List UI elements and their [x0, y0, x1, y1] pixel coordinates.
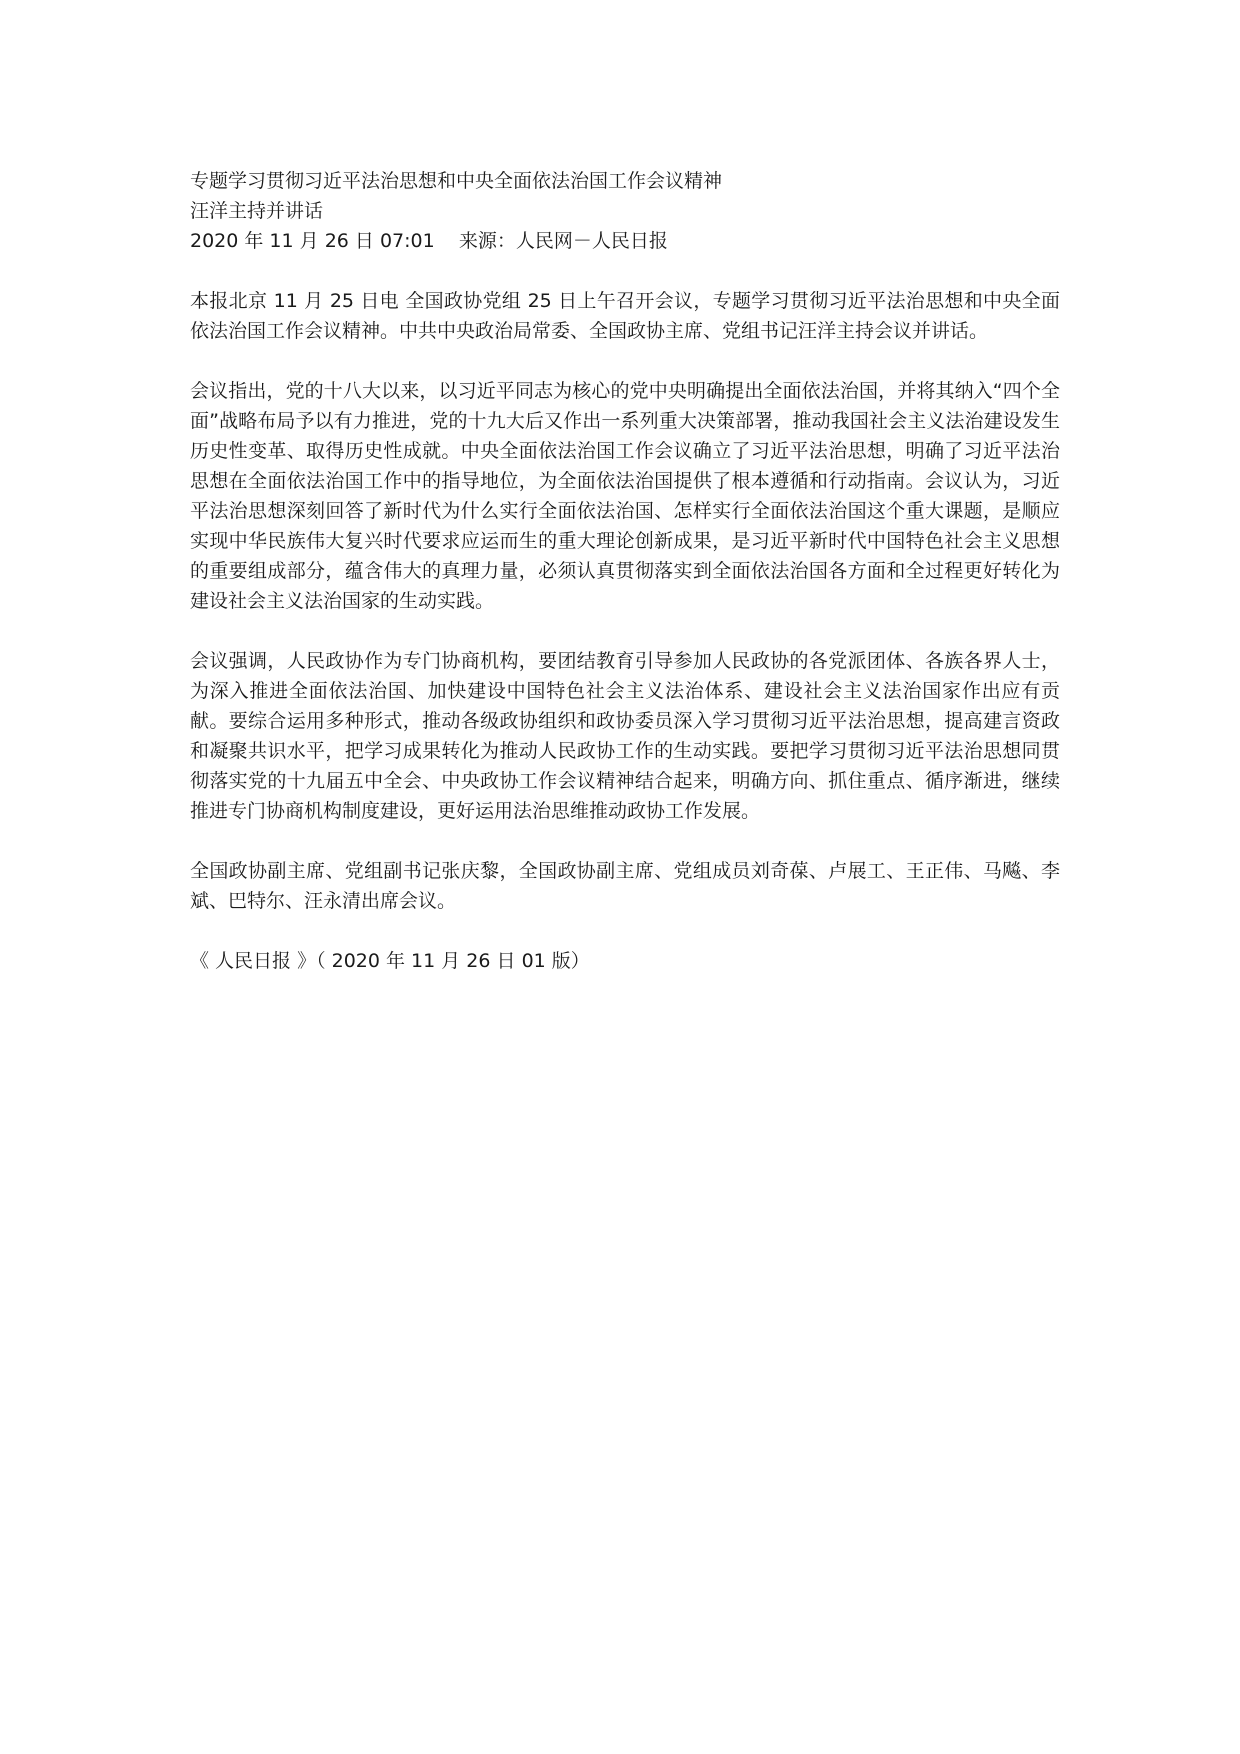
paragraph-3: 会议强调，人民政协作为专门协商机构，要团结教育引导参加人民政协的各党派团体、各族各界人士，为深入推进全面依法治国、加快建设中国特色社会主义法治体系、建设社会主义法治国家作出应有贡献。要综合运用多种形式，推动各级政协组织和政协委员深入学习贯彻习近平法治思想，提高建言资政和凝聚共识水平，把学习成果转化为推动人民政协工作的生动实践。要把学习贯彻习近平法治思想同贯彻落实党的十九届五中全会、中央政协工作会议精神结合起来，明确方向、抓住重点、循序渐进，继续推进专门协商机构制度建设，更好运用法治思维推动政协工作发展。	[190, 650, 1060, 822]
article-title: 专题学习贯彻习近平法治思想和中央全面依法治国工作会议精神	[190, 170, 723, 192]
paragraph-2: 会议指出，党的十八大以来，以习近平同志为核心的党中央明确提出全面依法治国，并将其纳入“四个全面”战略布局予以有力推进，党的十九大后又作出一系列重大决策部署，推动我国社会主义法治建设发生历史性变革、取得历史性成就。中央全面依法治国工作会议确立了习近平法治思想，明确了习近平法治思想在全面依法治国工作中的指导地位，为全面依法治国提供了根本遵循和行动指南。会议认为，习近平法治思想深刻回答了新时代为什么实行全面依法治国、怎样实行全面依法治国这个重大课题，是顺应实现中华民族伟大复兴时代要求应运而生的重大理论创新成果，是习近平新时代中国特色社会主义思想的重要组成部分，蕴含伟大的真理力量，必须认真贯彻落实到全面依法治国各方面和全过程更好转化为建设社会主义法治国家的生动实践。	[190, 380, 1060, 612]
spacer	[190, 616, 1060, 646]
article-body	[190, 166, 1060, 976]
paragraph-1: 本报北京 11 月 25 日电 全国政协党组 25 日上午召开会议，专题学习贯彻习近平法治思想和中央全面依法治国工作会议精神。中共中央政治局常委、全国政协主席、党组书记汪洋主持会议并讲话。	[190, 290, 1060, 342]
paragraph-4: 全国政协副主席、党组副书记张庆黎，全国政协副主席、党组成员刘奇葆、卢展工、王正伟、马飚、李斌、巴特尔、汪永清出席会议。	[190, 860, 1060, 912]
spacer	[190, 256, 1060, 286]
spacer	[190, 346, 1060, 376]
article-meta: 2020 年 11 月 26 日 07:01 来源：人民网－人民日报	[190, 230, 668, 252]
article-subtitle: 汪洋主持并讲话	[190, 200, 324, 222]
source-line: 《 人民日报 》（ 2020 年 11 月 26 日 01 版）	[190, 950, 590, 972]
spacer	[190, 916, 1060, 946]
spacer	[190, 826, 1060, 856]
